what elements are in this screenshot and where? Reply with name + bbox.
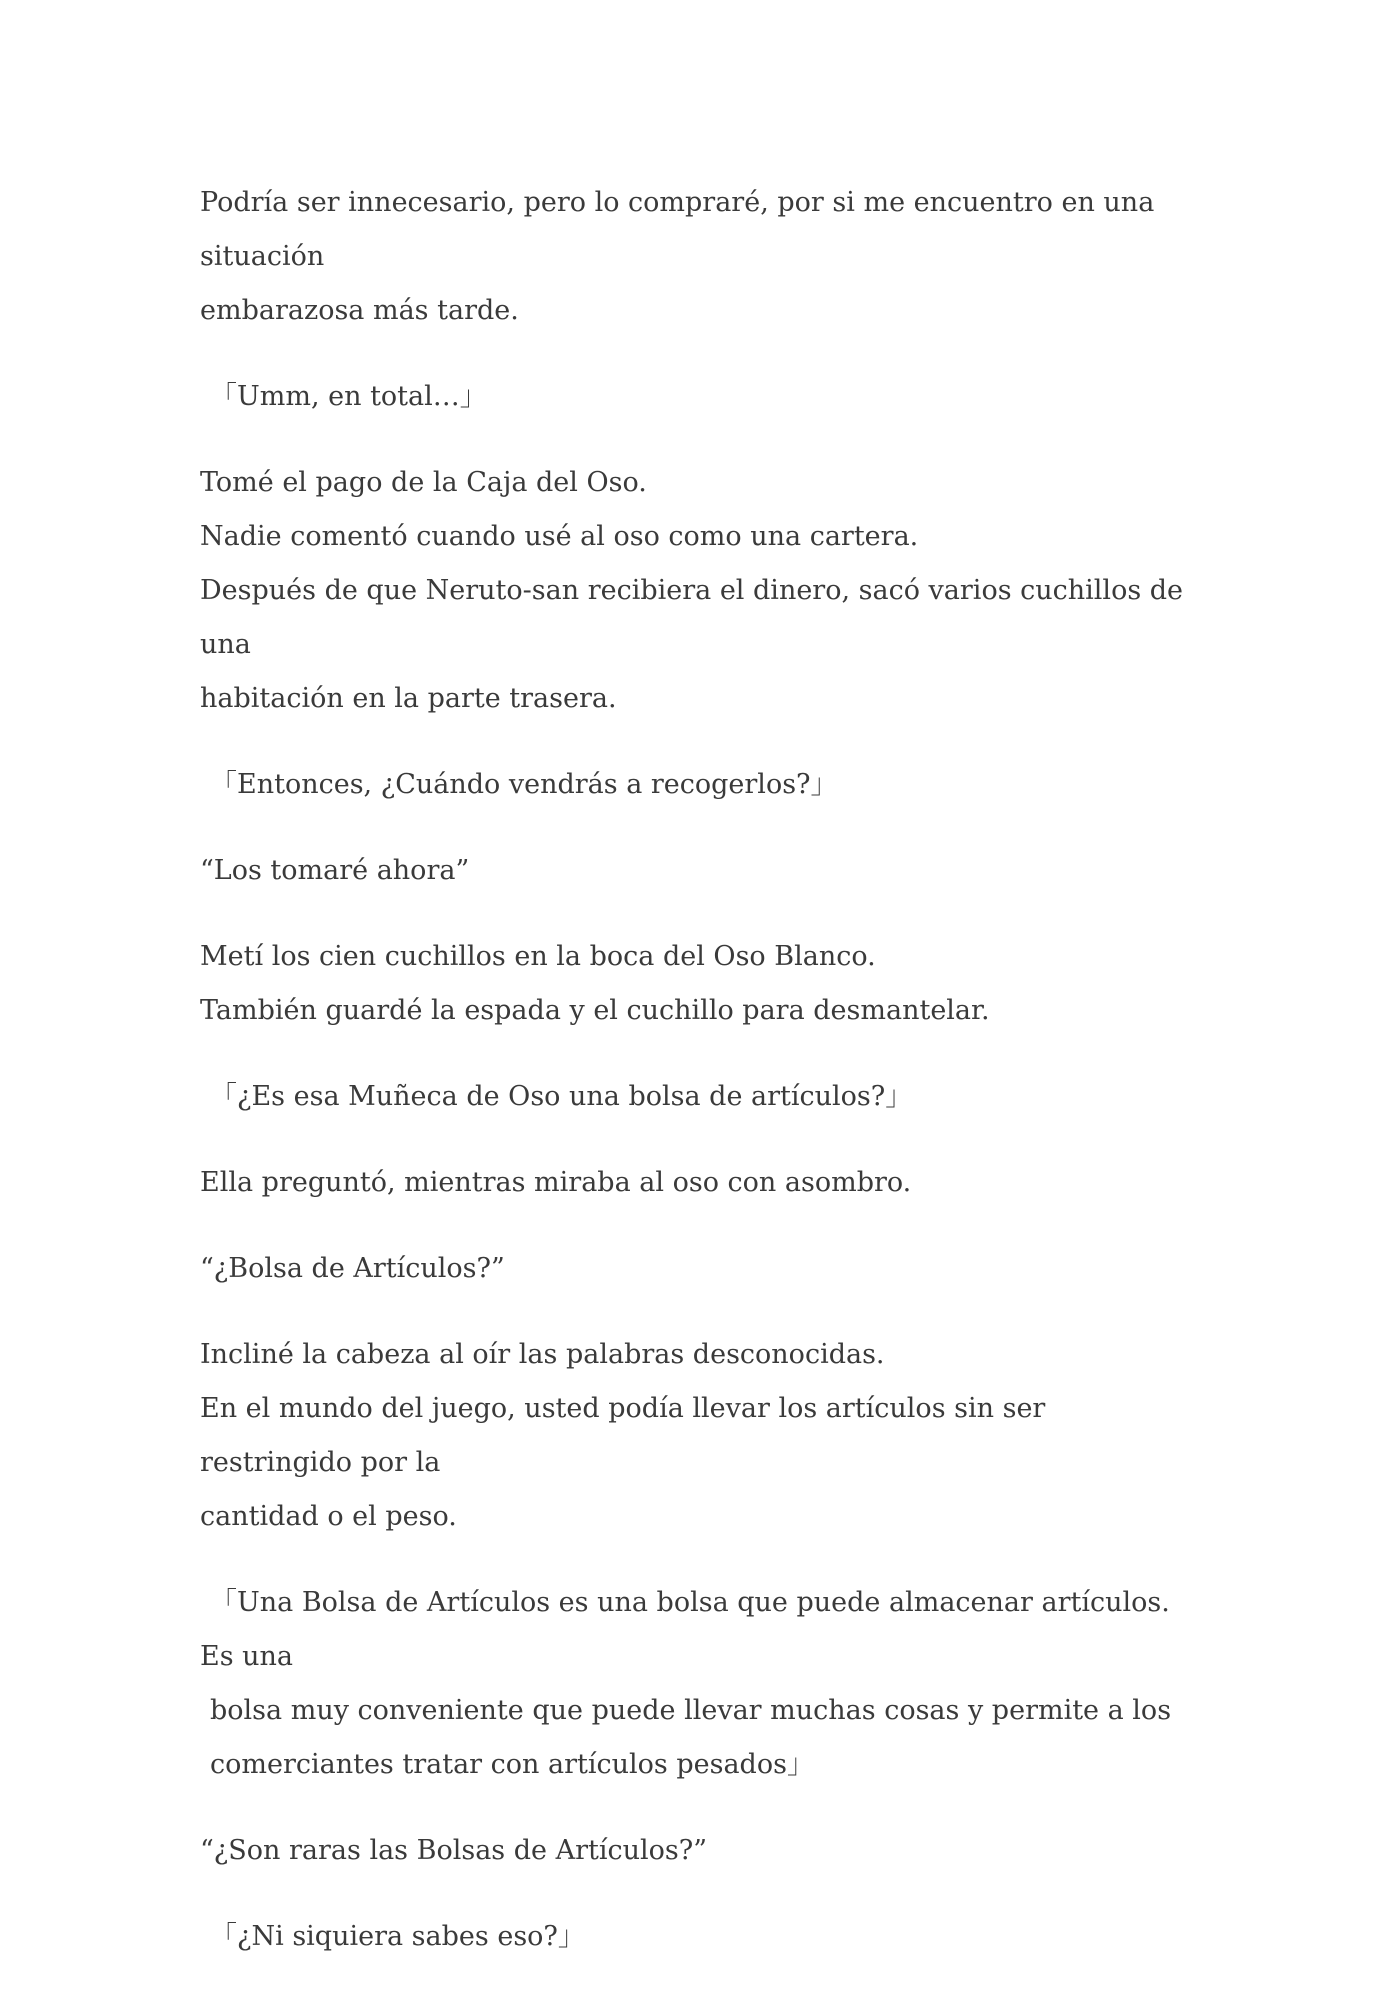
dialogue-paragraph (200, 370, 1200, 424)
text-line: comerciantes tratar con artículos pesados」 (210, 1749, 814, 1780)
text-line: habitación en la parte trasera. (200, 683, 617, 714)
dialogue-paragraph (200, 1824, 1200, 1878)
narration-paragraph (200, 456, 1200, 726)
narration-paragraph (200, 1156, 1200, 1210)
text-line: “¿Son raras las Bolsas de Artículos?” (200, 1835, 708, 1866)
narration-paragraph (200, 1328, 1200, 1544)
dialogue-paragraph (200, 758, 1200, 812)
document-body (200, 176, 1200, 1996)
text-line: 「¿Es esa Muñeca de Oso una bolsa de artículos?」 (210, 1081, 913, 1112)
dialogue-paragraph (200, 1576, 1200, 1792)
narration-paragraph (200, 930, 1200, 1038)
narration-paragraph (200, 176, 1200, 338)
text-line: 「Una Bolsa de Artículos es una bolsa que puede almacenar artículos. Es una (200, 1587, 1179, 1672)
text-line: Podría ser innecesario, pero lo compraré, por si me encuentro en una situación (200, 187, 1163, 272)
text-line: bolsa muy conveniente que puede llevar muchas cosas y permite a los (210, 1695, 1172, 1726)
text-line: Después de que Neruto-san recibiera el dinero, sacó varios cuchillos de una (200, 575, 1192, 660)
text-line: 「Umm, en total…」 (210, 381, 487, 412)
text-line: embarazosa más tarde. (200, 295, 519, 326)
text-line: Tomé el pago de la Caja del Oso. (200, 467, 647, 498)
dialogue-paragraph (200, 1070, 1200, 1124)
dialogue-paragraph (200, 1910, 1200, 1964)
text-line: 「Entonces, ¿Cuándo vendrás a recogerlos?」 (210, 769, 838, 800)
text-line: En el mundo del juego, usted podía llevar los artículos sin ser restringido por la (200, 1393, 1054, 1478)
dialogue-paragraph (200, 1242, 1200, 1296)
text-line: 「¿Ni siquiera sabes eso?」 (210, 1921, 585, 1952)
dialogue-paragraph (200, 844, 1200, 898)
text-line: “Los tomaré ahora” (200, 855, 470, 886)
text-line: “¿Bolsa de Artículos?” (200, 1253, 505, 1284)
text-line: Incliné la cabeza al oír las palabras desconocidas. (200, 1339, 885, 1370)
text-line: Ella preguntó, mientras miraba al oso con asombro. (200, 1167, 912, 1198)
text-line: Metí los cien cuchillos en la boca del Oso Blanco. (200, 941, 876, 972)
text-line: cantidad o el peso. (200, 1501, 457, 1532)
text-line: Nadie comentó cuando usé al oso como una cartera. (200, 521, 919, 552)
text-line: También guardé la espada y el cuchillo para desmantelar. (200, 995, 990, 1026)
